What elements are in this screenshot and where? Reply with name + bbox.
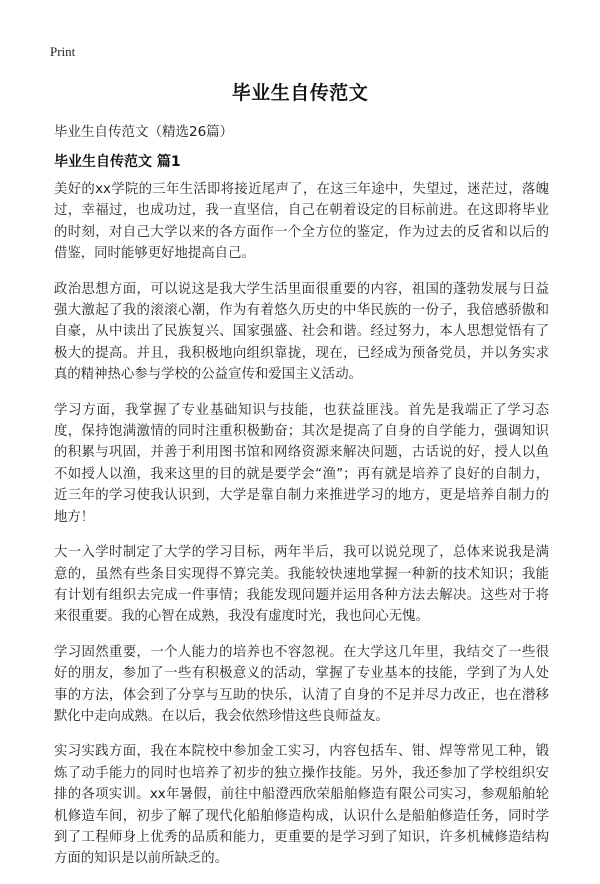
page-title: 毕业生自传范文 <box>231 82 369 104</box>
paragraph-abilities: 学习固然重要，一个人能力的培养也不容忽视。在大学这几年里，我结交了一些很好的朋友，参加了一些有积极意义的活动，掌握了专业基本的技能，学到了为人处事的方法，体会到了分享与互助的快乐，认清了自身的不足并尽力改正，也在潜移默化中走向成熟。在以后，我会依然珍惜这些良师益友。 <box>54 644 549 724</box>
paragraph-political: 政治思想方面，可以说这是我大学生活里面很重要的内容，祖国的蓬勃发展与日益强大激起了我的滚滚心潮，作为有着悠久历史的中华民族的一份子，我倍感骄傲和自豪，从中读出了民族复兴、国家强盛、社会和谐。经过努力，本人思想觉悟有了极大的提高。并且，我积极地向组织靠拢，现在，已经成为预备党员，并以务实求真的精神热心参与学校的公益宣传和爱国主义活动。 <box>54 281 549 383</box>
paragraph-study: 学习方面，我掌握了专业基础知识与技能，也获益匪浅。首先是我端正了学习态度，保持饱满激情的同时注重积极勤奋；其次是提高了自身的自学能力，强调知识的积累与巩固，并善于利用图书馆和网络资源来解决问题，古话说的好，授人以鱼不如授人以渔，我来这里的目的就是要学会“渔”；再有就是培养了良好的自制力，近三年的学习使我认识到，大学是靠自制力来推进学习的地方，更是培养自制力的地方！ <box>54 402 549 525</box>
paragraph-goals: 大一入学时制定了大学的学习目标，两年半后，我可以说兑现了，总体来说我是满意的，虽然有些条目实现得不算完美。我能较快速地掌握一种新的技术知识；我能有计划有组织去完成一件事情；我能发现问题并运用各种方法去解决。这些对于将来很重要。我的心智在成熟，我没有虚度时光，我也问心无愧。 <box>54 545 549 625</box>
document-subtitle: 毕业生自传范文（精选26篇） <box>54 124 234 140</box>
section-heading: 毕业生自传范文 篇1 <box>54 154 181 170</box>
print-link[interactable]: Print <box>50 44 76 59</box>
paragraph-intro: 美好的xx学院的三年生活即将接近尾声了，在这三年途中，失望过，迷茫过，落魄过，幸福过，也成功过，我一直坚信，自己在朝着设定的目标前进。在这即将毕业的时刻，对自己大学以来的各方面作一个全方位的鉴定，作为过去的反省和以后的借鉴，同时能够更好地提高自己。 <box>54 182 549 262</box>
paragraph-internship: 实习实践方面，我在本院校中参加金工实习，内容包括车、钳、焊等常见工种，锻炼了动手能力的同时也培养了初步的独立操作技能。另外，我还参加了学校组织安排的各项实训。xx年暑假，前往中船澄西欣荣船舶修造有限公司实习，参观船舶轮机修造车间，初步了解了现代化船舶修造构成，认识什么是船舶修造任务，同时学到了工程师身上优秀的品质和能力，更重要的是学习到了知识，许多机械修造结构方面的知识是以前所缺乏的。 <box>54 744 549 867</box>
document-body <box>54 179 549 884</box>
